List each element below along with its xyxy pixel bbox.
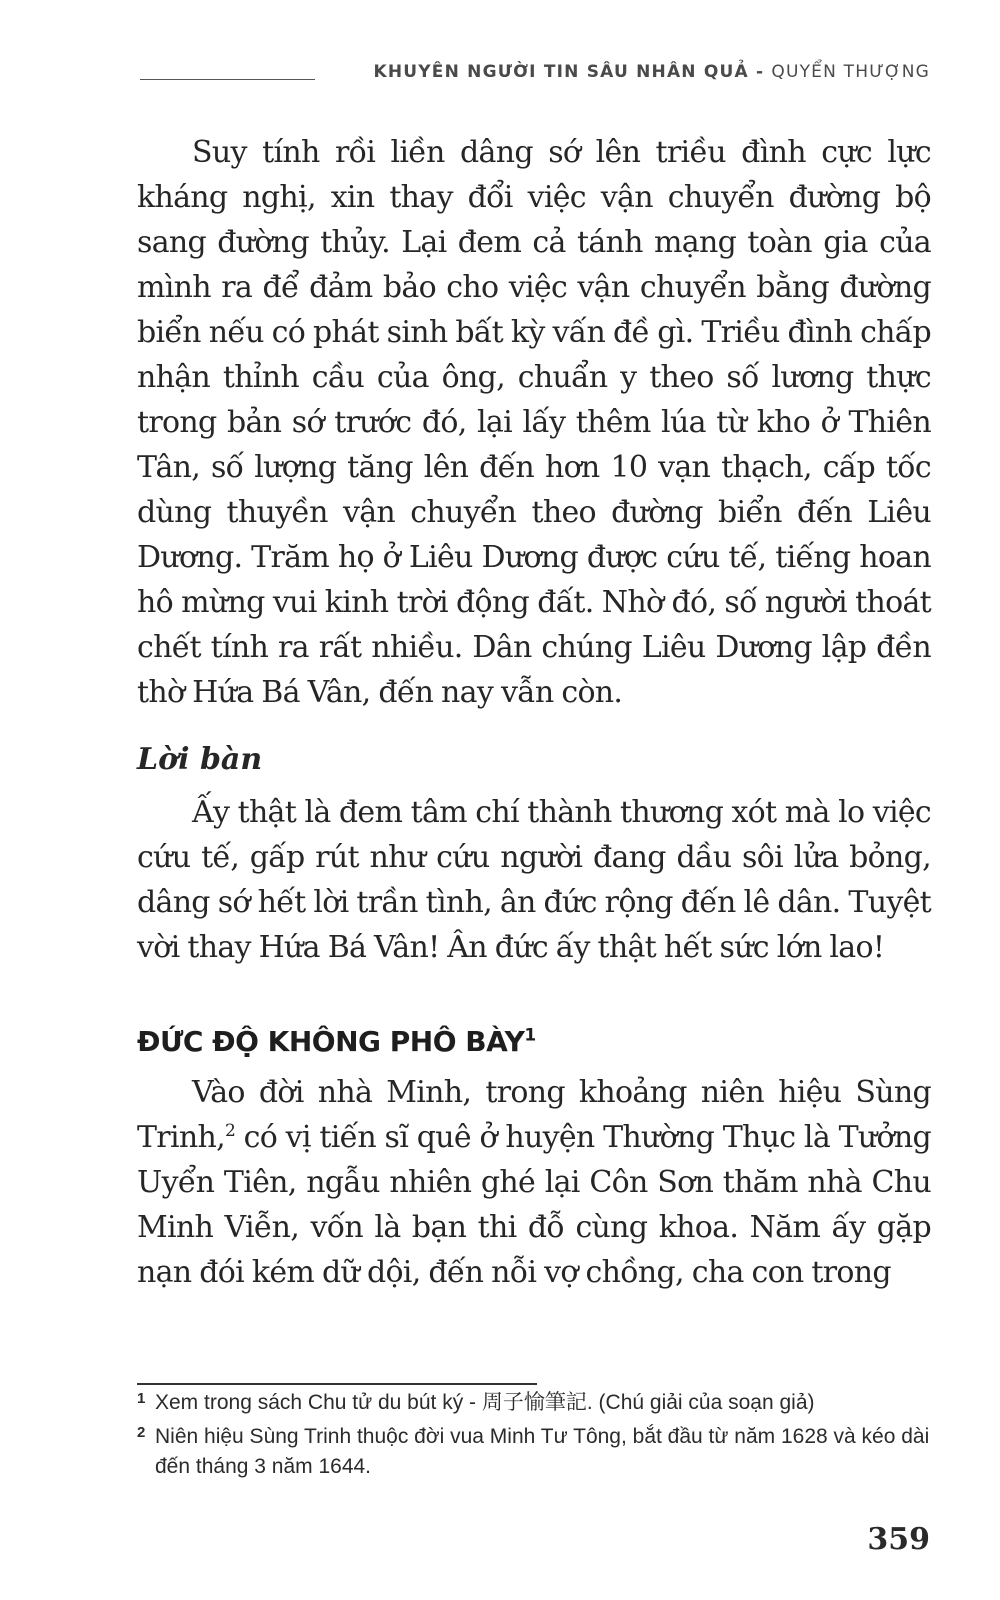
running-header — [140, 62, 930, 92]
header-text — [373, 62, 930, 82]
footnote-rule — [137, 1383, 537, 1385]
header-rule — [140, 79, 315, 80]
section-title — [137, 1022, 931, 1062]
body-text — [137, 130, 931, 1295]
paragraph-comment: Ấy thật là đem tâm chí thành thương xót mà lo việc cứu tế, gấp rút như cứu người đang dầu sôi lửa bỏng, dâng sớ hết lời trần tình, ân đức rộng đến lê dân. Tuyệt vời thay Hứa Bá Vân! Ân đức ấy thật hết sức lớn lao! — [137, 795, 931, 965]
footnotes — [137, 1388, 931, 1486]
header-book-title: KHUYÊN NGƯỜI TIN SÂU NHÂN QUẢ — [373, 62, 749, 82]
header-separator: - — [748, 62, 772, 82]
footnote-1 — [137, 1388, 931, 1418]
footnote-2 — [137, 1422, 931, 1482]
section-para-start: Vào đời nhà Minh, trong khoảng niên hiệu Sùng Trinh, — [137, 1075, 931, 1155]
footnote-2-number: 2 — [137, 1424, 146, 1441]
page-number: 359 — [867, 1522, 930, 1557]
footnote-2-text: Niên hiệu Sùng Trinh thuộc đời vua Minh Tư Tông, bắt đầu từ năm 1628 và kéo dài đến tháng 3 năm 1644. — [155, 1425, 930, 1478]
section-title-text: ĐỨC ĐỘ KHÔNG PHÔ BÀY — [137, 1025, 525, 1058]
footnote-1-number: 1 — [137, 1390, 146, 1407]
header-volume: QUYỂN THƯỢNG — [771, 62, 930, 82]
footnote-ref-1[interactable]: 1 — [524, 1025, 536, 1046]
paragraph-section-start — [137, 1070, 931, 1295]
comment-heading: Lời bàn — [137, 742, 263, 777]
footnote-1-text: Xem trong sách Chu tử du bút ký - 周子愉筆記. (Chú giải của soạn giả) — [155, 1391, 815, 1414]
paragraph-story-end: Suy tính rồi liền dâng sớ lên triều đình cực lực kháng nghị, xin thay đổi việc vận chuyển đường bộ sang đường thủy. Lại đem cả tánh mạng toàn gia của mình ra để đảm bảo cho việc vận chuyển bằng đường biển nếu có phát sinh bất kỳ vấn đề gì. Triều đình chấp nhận thỉnh cầu của ông, chuẩn y theo số lương thực trong bản sớ trước đó, lại lấy thêm lúa từ kho ở Thiên Tân, số lượng tăng lên đến hơn 10 vạn thạch, cấp tốc dùng thuyền vận chuyển theo đường biển đến Liêu Dương. Trăm họ ở Liêu Dương được cứu tế, tiếng hoan hô mừng vui kinh trời động đất. Nhờ đó, số người thoát chết tính ra rất nhiều. Dân chúng Liêu Dương lập đền thờ Hứa Bá Vân, đến nay vẫn còn. — [137, 135, 931, 710]
footnote-ref-2[interactable]: 2 — [224, 1121, 236, 1141]
section-para-rest: có vị tiến sĩ quê ở huyện Thường Thục là Tưởng Uyển Tiên, ngẫu nhiên ghé lại Côn Sơn thăm nhà Chu Minh Viễn, vốn là bạn thi đỗ cùng khoa. Năm ấy gặp nạn đói kém dữ dội, đến nỗi vợ chồng, cha con trong — [137, 1120, 931, 1290]
